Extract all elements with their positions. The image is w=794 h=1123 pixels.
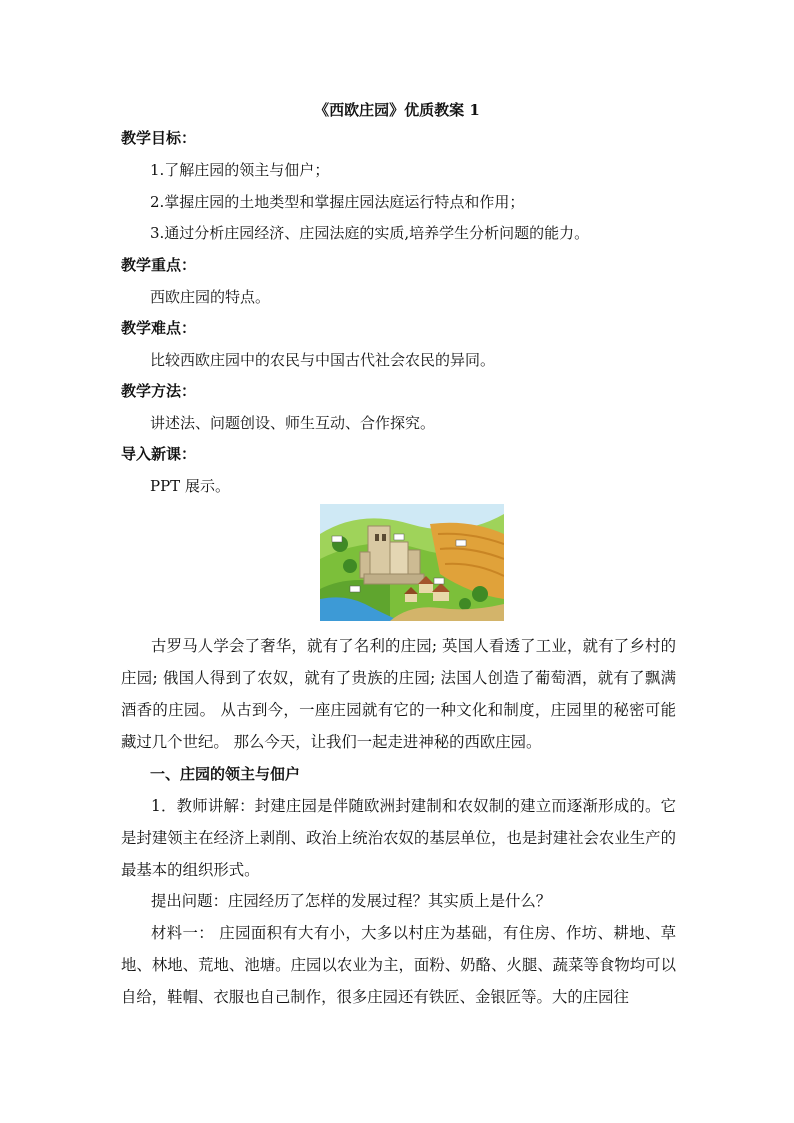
key-points-text: 西欧庄园的特点。 bbox=[150, 288, 271, 306]
key-points-heading: 教学重点： bbox=[121, 256, 197, 274]
objective-item-1: 1.了解庄园的领主与佃户； bbox=[150, 161, 330, 179]
difficulties-heading: 教学难点： bbox=[121, 319, 197, 337]
intro-paragraph: 古罗马人学会了奢华，就有了名利的庄园; 英国人看透了工业，就有了乡村的庄园; 俄国人得到了农奴，就有了贵族的庄园; 法国人创造了葡萄酒，就有了飘满酒香的庄园。 从古到今，一座庄园就有它的一种文化和制度，庄园里的秘密可能藏过几个世纪。 那么今天，让我们一起走进神秘的西欧庄园。 bbox=[121, 637, 676, 751]
objective-item-2: 2.掌握庄园的土地类型和掌握庄园法庭运行特点和作用； bbox=[150, 193, 525, 211]
document-title: 《西欧庄园》优质教案 1 bbox=[314, 101, 480, 119]
material-1-paragraph: 材料一： 庄园面积有大有小，大多以村庄为基础，有住房、作坊、耕地、草地、林地、荒地、池塘。庄园以农业为主，面粉、奶酪、火腿、蔬菜等食物均可以自给，鞋帽、衣服也自己制作，很多庄园还有铁匠、金银匠等。大的庄园往 bbox=[121, 924, 676, 1006]
intro-text: PPT 展示。 bbox=[150, 477, 230, 495]
section-1-paragraph: 1．教师讲解：封建庄园是伴随欧洲封建制和农奴制的建立而逐渐形成的。它是封建领主在经济上剥削、政治上统治农奴的基层单位，也是封建社会农业生产的最基本的组织形式。 bbox=[121, 797, 676, 879]
manor-illustration bbox=[320, 504, 504, 621]
section-1-question: 提出问题：庄园经历了怎样的发展过程？其实质上是什么？ bbox=[151, 892, 552, 910]
objectives-heading: 教学目标： bbox=[121, 129, 197, 147]
objective-item-3: 3.通过分析庄园经济、庄园法庭的实质,培养学生分析问题的能力。 bbox=[150, 224, 590, 242]
intro-heading: 导入新课： bbox=[121, 445, 197, 463]
methods-text: 讲述法、问题创设、师生互动、合作探究。 bbox=[150, 414, 436, 432]
section-1-title: 一、庄园的领主与佃户 bbox=[150, 765, 301, 783]
difficulties-text: 比较西欧庄园中的农民与中国古代社会农民的异同。 bbox=[150, 351, 496, 369]
methods-heading: 教学方法： bbox=[121, 382, 197, 400]
